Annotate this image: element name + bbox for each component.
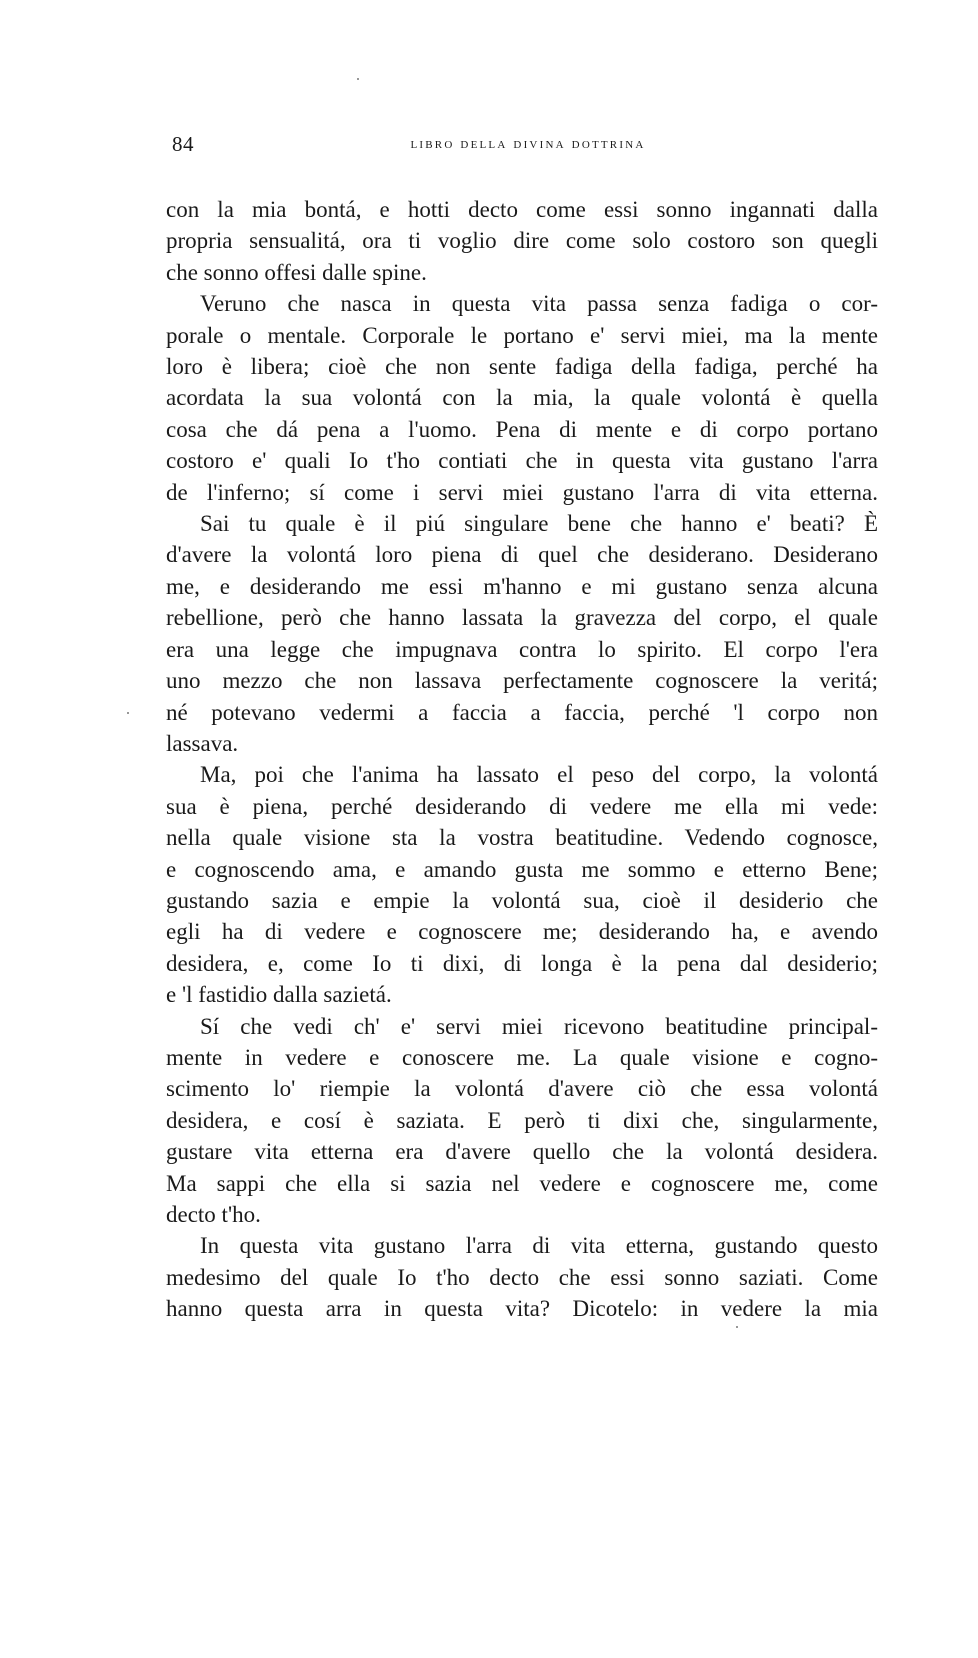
paper-speck: [357, 78, 359, 80]
text-line: propria sensualitá, ora ti voglio dire come solo costoro son quegli: [166, 228, 878, 254]
running-header: [172, 132, 884, 168]
text-line: né potevano vedermi a faccia a faccia, perché 'l corpo non: [166, 699, 878, 725]
text-line: de l'inferno; sí come i servi miei gustano l'arra di vita etterna.: [166, 479, 878, 505]
text-line: e cognoscendo ama, e amando gusta me sommo e etterno Bene;: [166, 856, 878, 882]
text-line: desidera, e cosí è saziata. E però ti dixi che, singularmente,: [166, 1107, 878, 1133]
text-line: scimento lo' riempie la volontá d'avere ciò che essa volontá: [166, 1076, 878, 1102]
paper-speck: [127, 712, 129, 714]
text-line: uno mezzo che non lassava perfectamente cognoscere la veritá;: [166, 668, 878, 694]
text-line: sua è piena, perché desiderando di vedere me ella mi vede:: [166, 793, 878, 819]
text-line: gustando sazia e empie la volontá sua, cioè il desiderio che: [166, 887, 878, 913]
paragraph: [166, 194, 878, 288]
paragraph: [166, 759, 878, 1010]
text-line: In questa vita gustano l'arra di vita etterna, gustando questo: [200, 1233, 878, 1259]
text-line: nella quale visione sta la vostra beatitudine. Vedendo cognosce,: [166, 825, 878, 851]
paper-speck: [736, 1326, 738, 1328]
text-line: che sonno offesi dalle spine.: [166, 259, 427, 285]
text-line: loro è libera; cioè che non sente fadiga della fadiga, perché ha: [166, 354, 878, 380]
text-line: cosa che dá pena a l'uomo. Pena di mente e di corpo portano: [166, 416, 878, 442]
text-line: rebellione, però che hanno lassata la gravezza del corpo, el quale: [166, 605, 878, 631]
text-line: Sai tu quale è il piú singulare bene che hanno e' beati? È: [200, 511, 878, 537]
text-line: decto t'ho.: [166, 1202, 261, 1227]
paragraph: [166, 508, 878, 759]
text-line: gustare vita etterna era d'avere quello che la volontá desidera.: [166, 1139, 878, 1165]
text-line: porale o mentale. Corporale le portano e' servi miei, ma la mente: [166, 322, 878, 348]
text-line: lassava.: [166, 730, 239, 756]
text-line: egli ha di vedere e cognoscere me; desiderando ha, e avendo: [166, 919, 878, 945]
text-line: hanno questa arra in questa vita? Dicotelo: in vedere la mia: [166, 1296, 878, 1322]
paragraph: [166, 1230, 878, 1324]
paragraph: [166, 288, 878, 508]
text-line: medesimo del quale Io t'ho decto che essi sonno saziati. Come: [166, 1264, 878, 1290]
page-number: 84: [172, 132, 194, 156]
body-text: [166, 194, 878, 1325]
text-line: d'avere la volontá loro piena di quel che desiderano. Desiderano: [166, 542, 878, 568]
running-title: libro della divina dottrina: [410, 136, 646, 152]
text-line: con la mia bontá, e hotti decto come essi sonno ingannati dalla: [166, 197, 878, 222]
paragraph: [166, 1011, 878, 1231]
text-line: Veruno che nasca in questa vita passa senza fadiga o cor-: [200, 291, 878, 317]
text-line: mente in vedere e conoscere me. La quale visione e cogno-: [166, 1044, 878, 1070]
text-line: e 'l fastidio dalla sazietá.: [166, 982, 392, 1008]
text-line: Ma sappi che ella si sazia nel vedere e cognoscere me, come: [166, 1170, 878, 1196]
text-line: costoro e' quali Io t'ho contiati che in questa vita gustano l'arra: [166, 448, 878, 474]
text-line: me, e desiderando me essi m'hanno e mi gustano senza alcuna: [166, 573, 878, 599]
text-line: acordata la sua volontá con la mia, la quale volontá è quella: [166, 385, 878, 411]
text-line: Sí che vedi ch' e' servi miei ricevono beatitudine principal-: [200, 1013, 878, 1039]
text-line: Ma, poi che l'anima ha lassato el peso del corpo, la volontá: [200, 762, 878, 788]
text-line: desidera, e, come Io ti dixi, di longa è la pena dal desiderio;: [166, 950, 878, 976]
text-line: era una legge che impugnava contra lo spirito. El corpo l'era: [166, 636, 878, 662]
